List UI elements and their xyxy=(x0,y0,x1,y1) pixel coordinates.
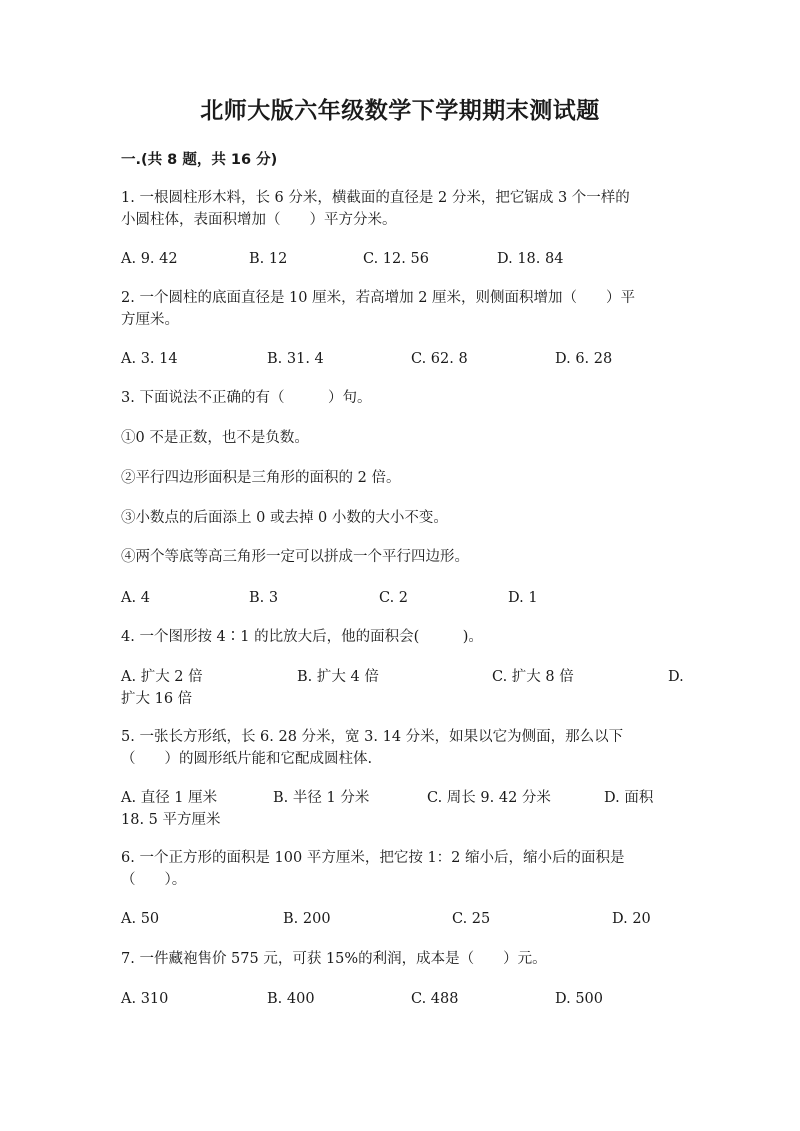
question-7-option-d: D. 500 xyxy=(555,991,604,1007)
question-2-line-2: 方厘米。 xyxy=(121,312,179,328)
question-2-line-1: 2. 一个圆柱的底面直径是 10 厘米，若高增加 2 厘米，则侧面积增加（ ）平 xyxy=(121,290,636,306)
question-3-statement-2: ②平行四边形面积是三角形的面积的 2 倍。 xyxy=(121,470,401,486)
question-1-line-2: 小圆柱体，表面积增加（ ）平方分米。 xyxy=(121,212,397,228)
question-3-option-b: B. 3 xyxy=(249,590,279,606)
question-3-statement-3: ③小数点的后面添上 0 或去掉 0 小数的大小不变。 xyxy=(121,510,448,526)
question-5-option-a: A. 直径 1 厘米 xyxy=(121,790,218,806)
question-7-option-b: B. 400 xyxy=(267,991,315,1007)
question-7-line-1: 7. 一件藏袍售价 575 元，可获 15%的利润，成本是（ ）元。 xyxy=(121,951,547,967)
question-2-option-c: C. 62. 8 xyxy=(411,351,468,367)
question-6-option-a: A. 50 xyxy=(121,911,160,927)
question-6-option-b: B. 200 xyxy=(283,911,331,927)
question-4-option-b: B. 扩大 4 倍 xyxy=(297,669,379,685)
question-5-option-d: D. 面积 xyxy=(604,790,654,806)
question-1-option-d: D. 18. 84 xyxy=(497,251,564,267)
question-6-line-2: （ ）。 xyxy=(121,872,187,888)
question-7-option-c: C. 488 xyxy=(411,991,459,1007)
question-6-option-c: C. 25 xyxy=(452,911,491,927)
question-4-line-1: 4. 一个图形按 4∶1 的比放大后，他的面积会( )。 xyxy=(121,629,483,645)
question-4-option-a: A. 扩大 2 倍 xyxy=(121,669,203,685)
question-5-option-c: C. 周长 9. 42 分米 xyxy=(427,790,551,806)
question-6-option-d: D. 20 xyxy=(612,911,651,927)
question-1-line-1: 1. 一根圆柱形木料，长 6 分米，横截面的直径是 2 分米，把它锯成 3 个一样的 xyxy=(121,190,630,206)
question-3-option-a: A. 4 xyxy=(121,590,150,606)
question-1-option-a: A. 9. 42 xyxy=(121,251,178,267)
question-2-option-a: A. 3. 14 xyxy=(121,351,178,367)
question-3-option-c: C. 2 xyxy=(379,590,409,606)
question-5-line-2: （ ）的圆形纸片能和它配成圆柱体. xyxy=(121,751,373,767)
question-3-statement-1: ①0 不是正数，也不是负数。 xyxy=(121,430,309,446)
question-5-option-b: B. 半径 1 分米 xyxy=(273,790,370,806)
question-6-line-1: 6. 一个正方形的面积是 100 平方厘米，把它按 1：2 缩小后，缩小后的面积是 xyxy=(121,850,625,866)
question-7-option-a: A. 310 xyxy=(121,991,169,1007)
question-5-line-1: 5. 一张长方形纸，长 6. 28 分米，宽 3. 14 分米，如果以它为侧面，那么以下 xyxy=(121,729,624,745)
question-3-option-d: D. 1 xyxy=(508,590,538,606)
page-title: 北师大版六年级数学下学期期末测试题 xyxy=(200,98,600,124)
question-5-option-d-text: 18. 5 平方厘米 xyxy=(121,812,221,828)
question-2-option-d: D. 6. 28 xyxy=(555,351,613,367)
question-1-option-c: C. 12. 56 xyxy=(363,251,429,267)
question-1-option-b: B. 12 xyxy=(249,251,288,267)
question-4-option-d-text: 扩大 16 倍 xyxy=(121,691,193,707)
section-heading: 一.(共 8 题，共 16 分) xyxy=(121,152,278,168)
question-2-option-b: B. 31. 4 xyxy=(267,351,324,367)
question-4-option-c: C. 扩大 8 倍 xyxy=(492,669,574,685)
question-4-option-d: D. xyxy=(668,669,684,685)
question-3-statement-4: ④两个等底等高三角形一定可以拼成一个平行四边形。 xyxy=(121,549,469,565)
question-3-line-1: 3. 下面说法不正确的有（ ）句。 xyxy=(121,390,372,406)
